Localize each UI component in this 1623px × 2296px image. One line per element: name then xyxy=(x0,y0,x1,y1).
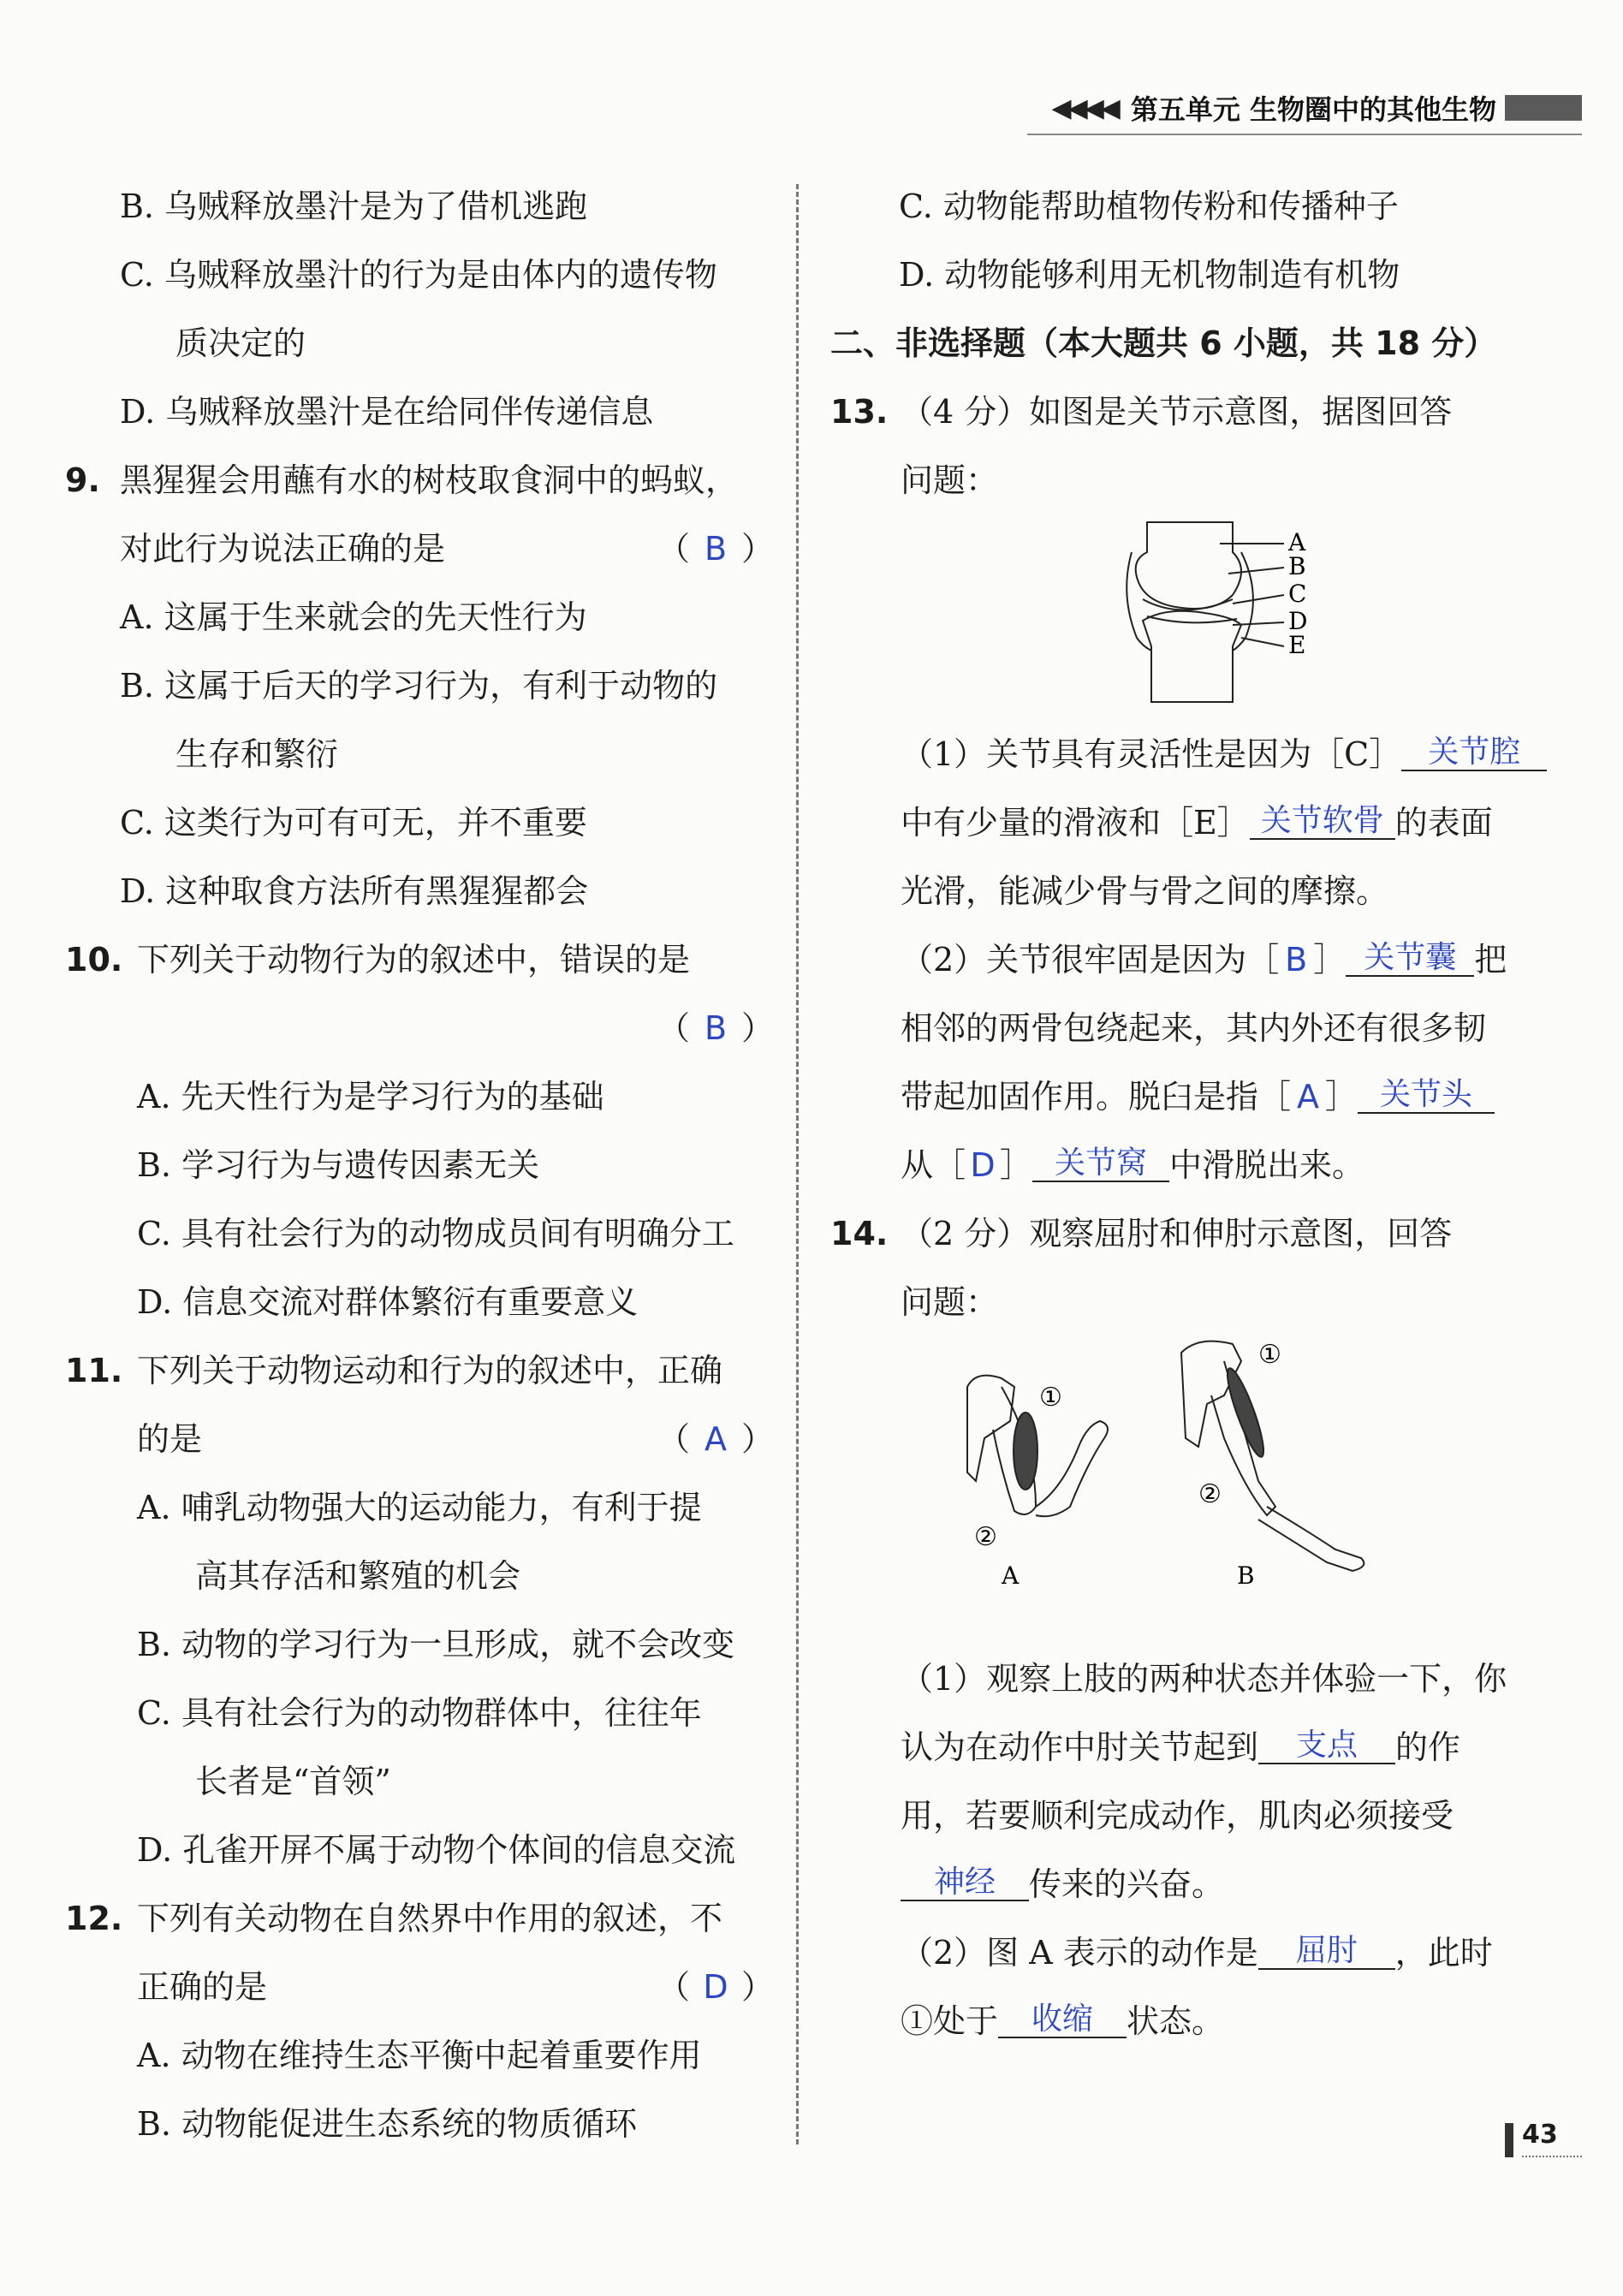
q13-letter-a: A xyxy=(1297,1078,1320,1115)
q13-stem-2: 问题： xyxy=(901,461,999,499)
q13-answer-3: 关节囊 xyxy=(1346,941,1474,977)
q14-stem-1: （2 分）观察屈肘和伸肘示意图，回答 xyxy=(901,1215,1453,1252)
q12-option-c: C. 动物能帮助植物传粉和传播种子 xyxy=(899,187,1399,225)
q13-number: 13. xyxy=(830,393,889,431)
q13-part2-line2: 相邻的两骨包绕起来，其内外还有很多韧 xyxy=(901,1009,1487,1047)
q14-number: 14. xyxy=(830,1215,889,1252)
q13-part2-line3: 带起加固作用。脱臼是指［ A ］ 关节头 xyxy=(901,1075,1495,1118)
q13-letter-b: B xyxy=(1285,941,1308,978)
q12-option-a: A. 动物在维持生态平衡中起着重要作用 xyxy=(137,2037,702,2074)
arm-a-shoulder xyxy=(967,1376,1014,1481)
q14-part1-line1: （1）观察上肢的两种状态并体验一下，你 xyxy=(901,1660,1507,1698)
q13-answer-5: 关节窝 xyxy=(1032,1146,1169,1182)
q9-option-b: B. 这属于后天的学习行为，有利于动物的 xyxy=(120,667,718,705)
q11-number: 11. xyxy=(65,1352,123,1389)
q14-part1-line3: 用，若要顺利完成动作，肌肉必须接受 xyxy=(901,1797,1454,1835)
fig-label-b: B xyxy=(1288,552,1306,580)
joint-socket-bone xyxy=(1143,611,1241,702)
q14-answer-2: 神经 xyxy=(901,1865,1029,1901)
arm-b-label-2: ② xyxy=(1198,1479,1222,1509)
q11-stem-2: 的是 xyxy=(137,1420,203,1458)
q10-option-a: A. 先天性行为是学习行为的基础 xyxy=(137,1078,604,1115)
arm-a-biceps xyxy=(1014,1413,1037,1490)
arm-a-label-1: ① xyxy=(1039,1383,1062,1413)
q12-answer-paren: （ D ） xyxy=(657,1966,774,2008)
page-rule xyxy=(1522,2156,1582,2157)
back-arrows-icon: ◀◀◀◀ xyxy=(1051,92,1117,123)
q8-option-d: D. 乌贼释放墨汁是在给同伴传递信息 xyxy=(120,393,654,431)
q12-option-d: D. 动物能够利用无机物制造有机物 xyxy=(899,256,1400,294)
q10-answer-paren: （ B ） xyxy=(657,1007,774,1050)
q8-option-b: B. 乌贼释放墨汁是为了借机逃跑 xyxy=(120,187,588,225)
q11-answer-paren: （ A ） xyxy=(657,1418,774,1460)
q9-number: 9. xyxy=(65,461,100,499)
arm-a-label-2: ② xyxy=(974,1522,997,1552)
section-title: 二、非选择题（本大题共 6 小题，共 18 分） xyxy=(830,324,1497,362)
q13-answer-2: 关节软骨 xyxy=(1250,804,1395,840)
q9-option-d: D. 这种取食方法所有黑猩猩都会 xyxy=(120,872,589,910)
q9-answer: B xyxy=(704,530,728,568)
q8-option-c-cont: 质决定的 xyxy=(175,324,306,362)
q13-part1-line1: （1）关节具有灵活性是因为［C］ 关节腔 xyxy=(901,733,1547,776)
arm-diagram xyxy=(950,1335,1430,1592)
header-bar xyxy=(1505,95,1582,121)
fig-label-d: D xyxy=(1288,607,1308,635)
q9-option-b-cont: 生存和繁衍 xyxy=(175,735,339,773)
q9-stem-1: 黑猩猩会用蘸有水的树枝取食洞中的蚂蚁， xyxy=(120,461,739,499)
q10-option-b: B. 学习行为与遗传因素无关 xyxy=(137,1146,540,1184)
q13-letter-d: D xyxy=(970,1146,996,1184)
q10-option-d: D. 信息交流对群体繁衍有重要意义 xyxy=(137,1283,639,1321)
q13-part2-line1: （2）关节很牢固是因为［ B ］ 关节囊 把 xyxy=(901,938,1507,981)
q11-option-c-cont: 长者是“首领” xyxy=(195,1763,391,1800)
arm-b-biceps xyxy=(1222,1365,1269,1460)
q14-answer-3: 屈肘 xyxy=(1258,1934,1395,1970)
q11-answer: A xyxy=(704,1420,728,1458)
q11-option-b: B. 动物的学习行为一旦形成，就不会改变 xyxy=(137,1626,735,1663)
q14-answer-4: 收缩 xyxy=(998,2002,1127,2038)
q11-option-a: A. 哺乳动物强大的运动能力，有利于提 xyxy=(137,1489,702,1526)
q13-answer-4: 关节头 xyxy=(1358,1078,1495,1114)
q12-number: 12. xyxy=(65,1900,123,1937)
q10-number: 10. xyxy=(65,941,123,978)
unit-title: 第五单元 生物圈中的其他生物 xyxy=(1130,93,1496,126)
q12-option-b: B. 动物能促进生态系统的物质循环 xyxy=(137,2105,638,2143)
q8-option-c: C. 乌贼释放墨汁的行为是由体内的遗传物 xyxy=(120,256,717,294)
q12-stem-2: 正确的是 xyxy=(137,1968,268,2006)
q13-part2-line4: 从［ D ］ 关节窝 中滑脱出来。 xyxy=(901,1144,1364,1187)
q10-stem: 下列关于动物行为的叙述中，错误的是 xyxy=(137,941,691,978)
q14-part1-line2: 认为在动作中肘关节起到 支点 的作 xyxy=(901,1728,1461,1766)
q13-stem-1: （4 分）如图是关节示意图，据图回答 xyxy=(901,393,1453,431)
arm-b-caption: B xyxy=(1237,1561,1255,1590)
page-number: 43 xyxy=(1522,2120,1558,2150)
q9-answer-paren: （ B ） xyxy=(657,527,774,570)
q10-answer: B xyxy=(704,1009,728,1047)
fig-label-e: E xyxy=(1288,631,1306,659)
joint-head-bone xyxy=(1136,522,1241,609)
q12-answer: D xyxy=(703,1968,728,2006)
unit-header xyxy=(1052,89,1582,127)
q11-option-c: C. 具有社会行为的动物群体中，往往年 xyxy=(137,1694,702,1732)
arm-a-forearm xyxy=(1036,1421,1108,1516)
q11-option-a-cont: 高其存活和繁殖的机会 xyxy=(195,1557,521,1595)
q9-stem-2: 对此行为说法正确的是 xyxy=(120,530,446,568)
q14-part1-line4: 神经 传来的兴奋。 xyxy=(901,1863,1224,1906)
arm-a-caption: A xyxy=(1002,1561,1020,1590)
q10-option-c: C. 具有社会行为的动物成员间有明确分工 xyxy=(137,1215,734,1252)
fig-label-a: A xyxy=(1288,528,1306,556)
q13-answer-1: 关节腔 xyxy=(1401,735,1547,771)
column-divider xyxy=(796,184,799,2144)
q11-stem-1: 下列关于动物运动和行为的叙述中，正确 xyxy=(137,1352,723,1389)
arm-b-label-1: ① xyxy=(1258,1340,1281,1370)
q13-part1-line2: 中有少量的滑液和［E］ 关节软骨 的表面 xyxy=(901,803,1493,842)
q14-part2-line2: ①处于 收缩 状态。 xyxy=(901,2002,1225,2040)
q13-part1-line3: 光滑，能减少骨与骨之间的摩擦。 xyxy=(901,872,1389,910)
page-marker xyxy=(1505,2123,1513,2157)
q9-option-c: C. 这类行为可有可无，并不重要 xyxy=(120,804,587,842)
fig-label-c: C xyxy=(1288,580,1307,608)
q14-answer-1: 支点 xyxy=(1258,1728,1395,1764)
q11-option-d: D. 孔雀开屏不属于动物个体间的信息交流 xyxy=(137,1831,736,1869)
q14-stem-2: 问题： xyxy=(901,1283,999,1321)
joint-diagram xyxy=(1113,518,1335,715)
arm-b-forearm xyxy=(1258,1507,1364,1571)
q9-option-a: A. 这属于生来就会的先天性行为 xyxy=(120,598,587,636)
q14-part2-line1: （2）图 A 表示的动作是 屈肘 ，此时 xyxy=(901,1933,1493,1972)
q12-stem-1: 下列有关动物在自然界中作用的叙述，不 xyxy=(137,1900,723,1937)
header-rule xyxy=(1027,134,1582,135)
